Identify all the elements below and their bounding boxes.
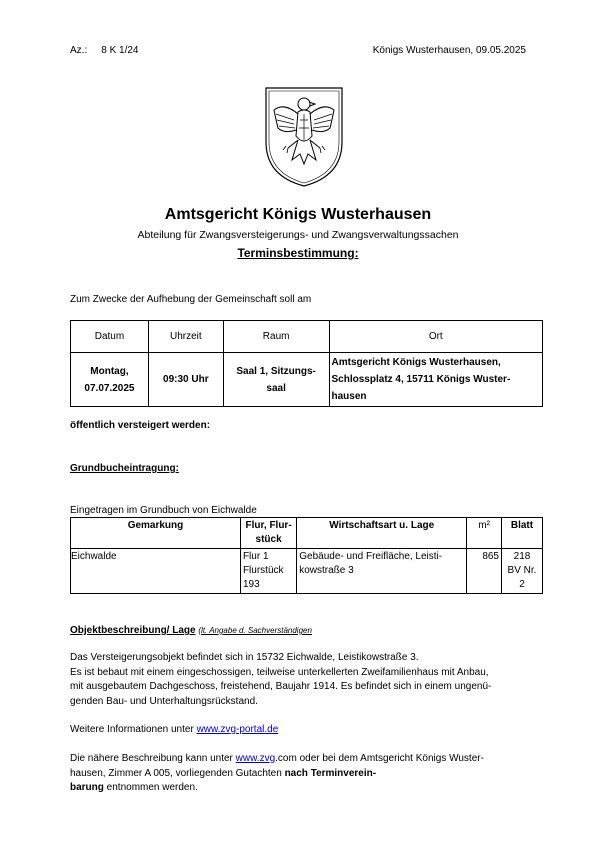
table-row bbox=[71, 353, 543, 407]
col-header-qm: m² bbox=[467, 518, 502, 549]
grundbuch-intro: Eingetragen im Grundbuch von Eichwalde bbox=[70, 505, 257, 516]
flur-line-3: 193 bbox=[242, 579, 260, 590]
col-header-ort: Ort bbox=[329, 321, 542, 353]
ort-line-1: Amtsgericht Königs Wusterhausen, bbox=[331, 357, 501, 368]
final-pre: Die nähere Beschreibung kann unter bbox=[70, 753, 236, 764]
blatt-line-1: 218 bbox=[513, 551, 531, 562]
table-header-row bbox=[71, 321, 543, 353]
objekt-description bbox=[70, 651, 540, 709]
flur-line-1: Flur 1 bbox=[242, 551, 269, 562]
department: Abteilung für Zwangsversteigerungs- und Zwangsverwaltungssachen bbox=[137, 229, 459, 241]
table-row bbox=[71, 549, 543, 594]
versteigert-text: öffentlich versteigert werden: bbox=[70, 420, 211, 431]
az-label: Az.: bbox=[70, 45, 88, 56]
flur-header-line-1: Flur, Flur- bbox=[245, 520, 292, 531]
ort-line-2: Schlossplatz 4, 15711 Königs Wuster- bbox=[331, 374, 511, 385]
intro-text: Zum Zwecke der Aufhebung der Gemeinschaft soll am bbox=[70, 294, 312, 305]
final-line-3-bold: barung bbox=[70, 782, 104, 793]
cell-wirtschaftsart bbox=[297, 549, 467, 594]
objekt-heading-title: Objektbeschreibung/ Lage bbox=[70, 625, 196, 636]
final-line-2: hausen, Zimmer A 005, vorliegenden Gutachten bbox=[70, 767, 285, 779]
final-line-3: entnommen werden. bbox=[103, 782, 198, 793]
cell-flur bbox=[240, 549, 296, 594]
blatt-line-2: BV Nr. bbox=[507, 565, 537, 576]
objekt-heading bbox=[70, 623, 312, 638]
col-header-flur bbox=[240, 518, 296, 549]
cell-qm: 865 bbox=[467, 549, 502, 594]
flur-header-line-2: stück bbox=[255, 534, 282, 545]
objekt-line-4: genden Bau- und Unterhaltungsrückstand. bbox=[70, 695, 258, 707]
grundbuch-table bbox=[70, 517, 543, 594]
termin-table bbox=[70, 320, 543, 407]
court-name: Amtsgericht Königs Wusterhausen bbox=[164, 206, 432, 223]
final-line-2-bold: nach Terminverein- bbox=[284, 767, 377, 779]
file-reference bbox=[70, 43, 139, 58]
datum-weekday: Montag, bbox=[90, 365, 129, 377]
col-header-wirtschaftsart: Wirtschaftsart u. Lage bbox=[297, 518, 467, 549]
col-header-uhrzeit: Uhrzeit bbox=[148, 321, 223, 353]
grundbuch-heading: Grundbucheintragung: bbox=[70, 463, 179, 474]
raum-line-1: Saal 1, Sitzungs- bbox=[236, 365, 316, 377]
col-header-blatt: Blatt bbox=[502, 518, 543, 549]
final-paragraph bbox=[70, 752, 540, 796]
final-post-line-1: .com oder bei dem Amtsgericht Königs Wuster- bbox=[275, 753, 484, 764]
cell-raum bbox=[223, 353, 329, 407]
objekt-line-1: Das Versteigerungsobjekt befindet sich in 15732 Eichwalde, Leistikowstraße 3. bbox=[70, 652, 419, 663]
col-header-datum: Datum bbox=[71, 321, 149, 353]
ort-line-3: hausen bbox=[331, 391, 367, 402]
weitere-info bbox=[70, 722, 278, 737]
table-header-row bbox=[71, 518, 543, 549]
az-number: 8 K 1/24 bbox=[101, 45, 139, 56]
cell-gemarkung: Eichwalde bbox=[71, 549, 241, 594]
cell-uhrzeit: 09:30 Uhr bbox=[148, 353, 223, 407]
raum-line-2: saal bbox=[266, 382, 286, 394]
weitere-text: Weitere Informationen unter bbox=[70, 724, 197, 735]
cell-ort bbox=[329, 353, 542, 407]
blatt-line-3: 2 bbox=[519, 579, 525, 590]
wirtschaft-line-1: Gebäude- und Freifläche, Leisti- bbox=[299, 551, 443, 562]
objekt-line-2: Es ist bebaut mit einem eingeschossigen, teilweise unterkellerten Zweifamilienhaus mit Anbau, bbox=[70, 666, 489, 678]
wirtschaft-line-2: kowstraße 3 bbox=[299, 565, 354, 576]
col-header-gemarkung: Gemarkung bbox=[71, 518, 241, 549]
cell-blatt bbox=[502, 549, 543, 594]
cell-datum bbox=[71, 353, 149, 407]
place-date: Königs Wusterhausen, 09.05.2025 bbox=[372, 45, 526, 56]
flur-line-2: Flurstück bbox=[242, 565, 284, 576]
zvg-link[interactable]: www.zvg bbox=[235, 753, 276, 764]
objekt-heading-note: (lt. Angabe d. Sachverständigen bbox=[198, 626, 312, 635]
brandenburg-eagle-icon bbox=[262, 84, 346, 188]
col-header-raum: Raum bbox=[223, 321, 329, 353]
document-title: Terminsbestimmung: bbox=[237, 246, 359, 260]
objekt-line-3: mit ausgebautem Dachgeschoss, freistehend, Baujahr 1914. Es befindet sich in einem ungenü- bbox=[70, 681, 492, 692]
datum-date: 07.07.2025 bbox=[84, 382, 135, 394]
zvg-portal-link[interactable]: www.zvg-portal.de bbox=[196, 724, 279, 735]
